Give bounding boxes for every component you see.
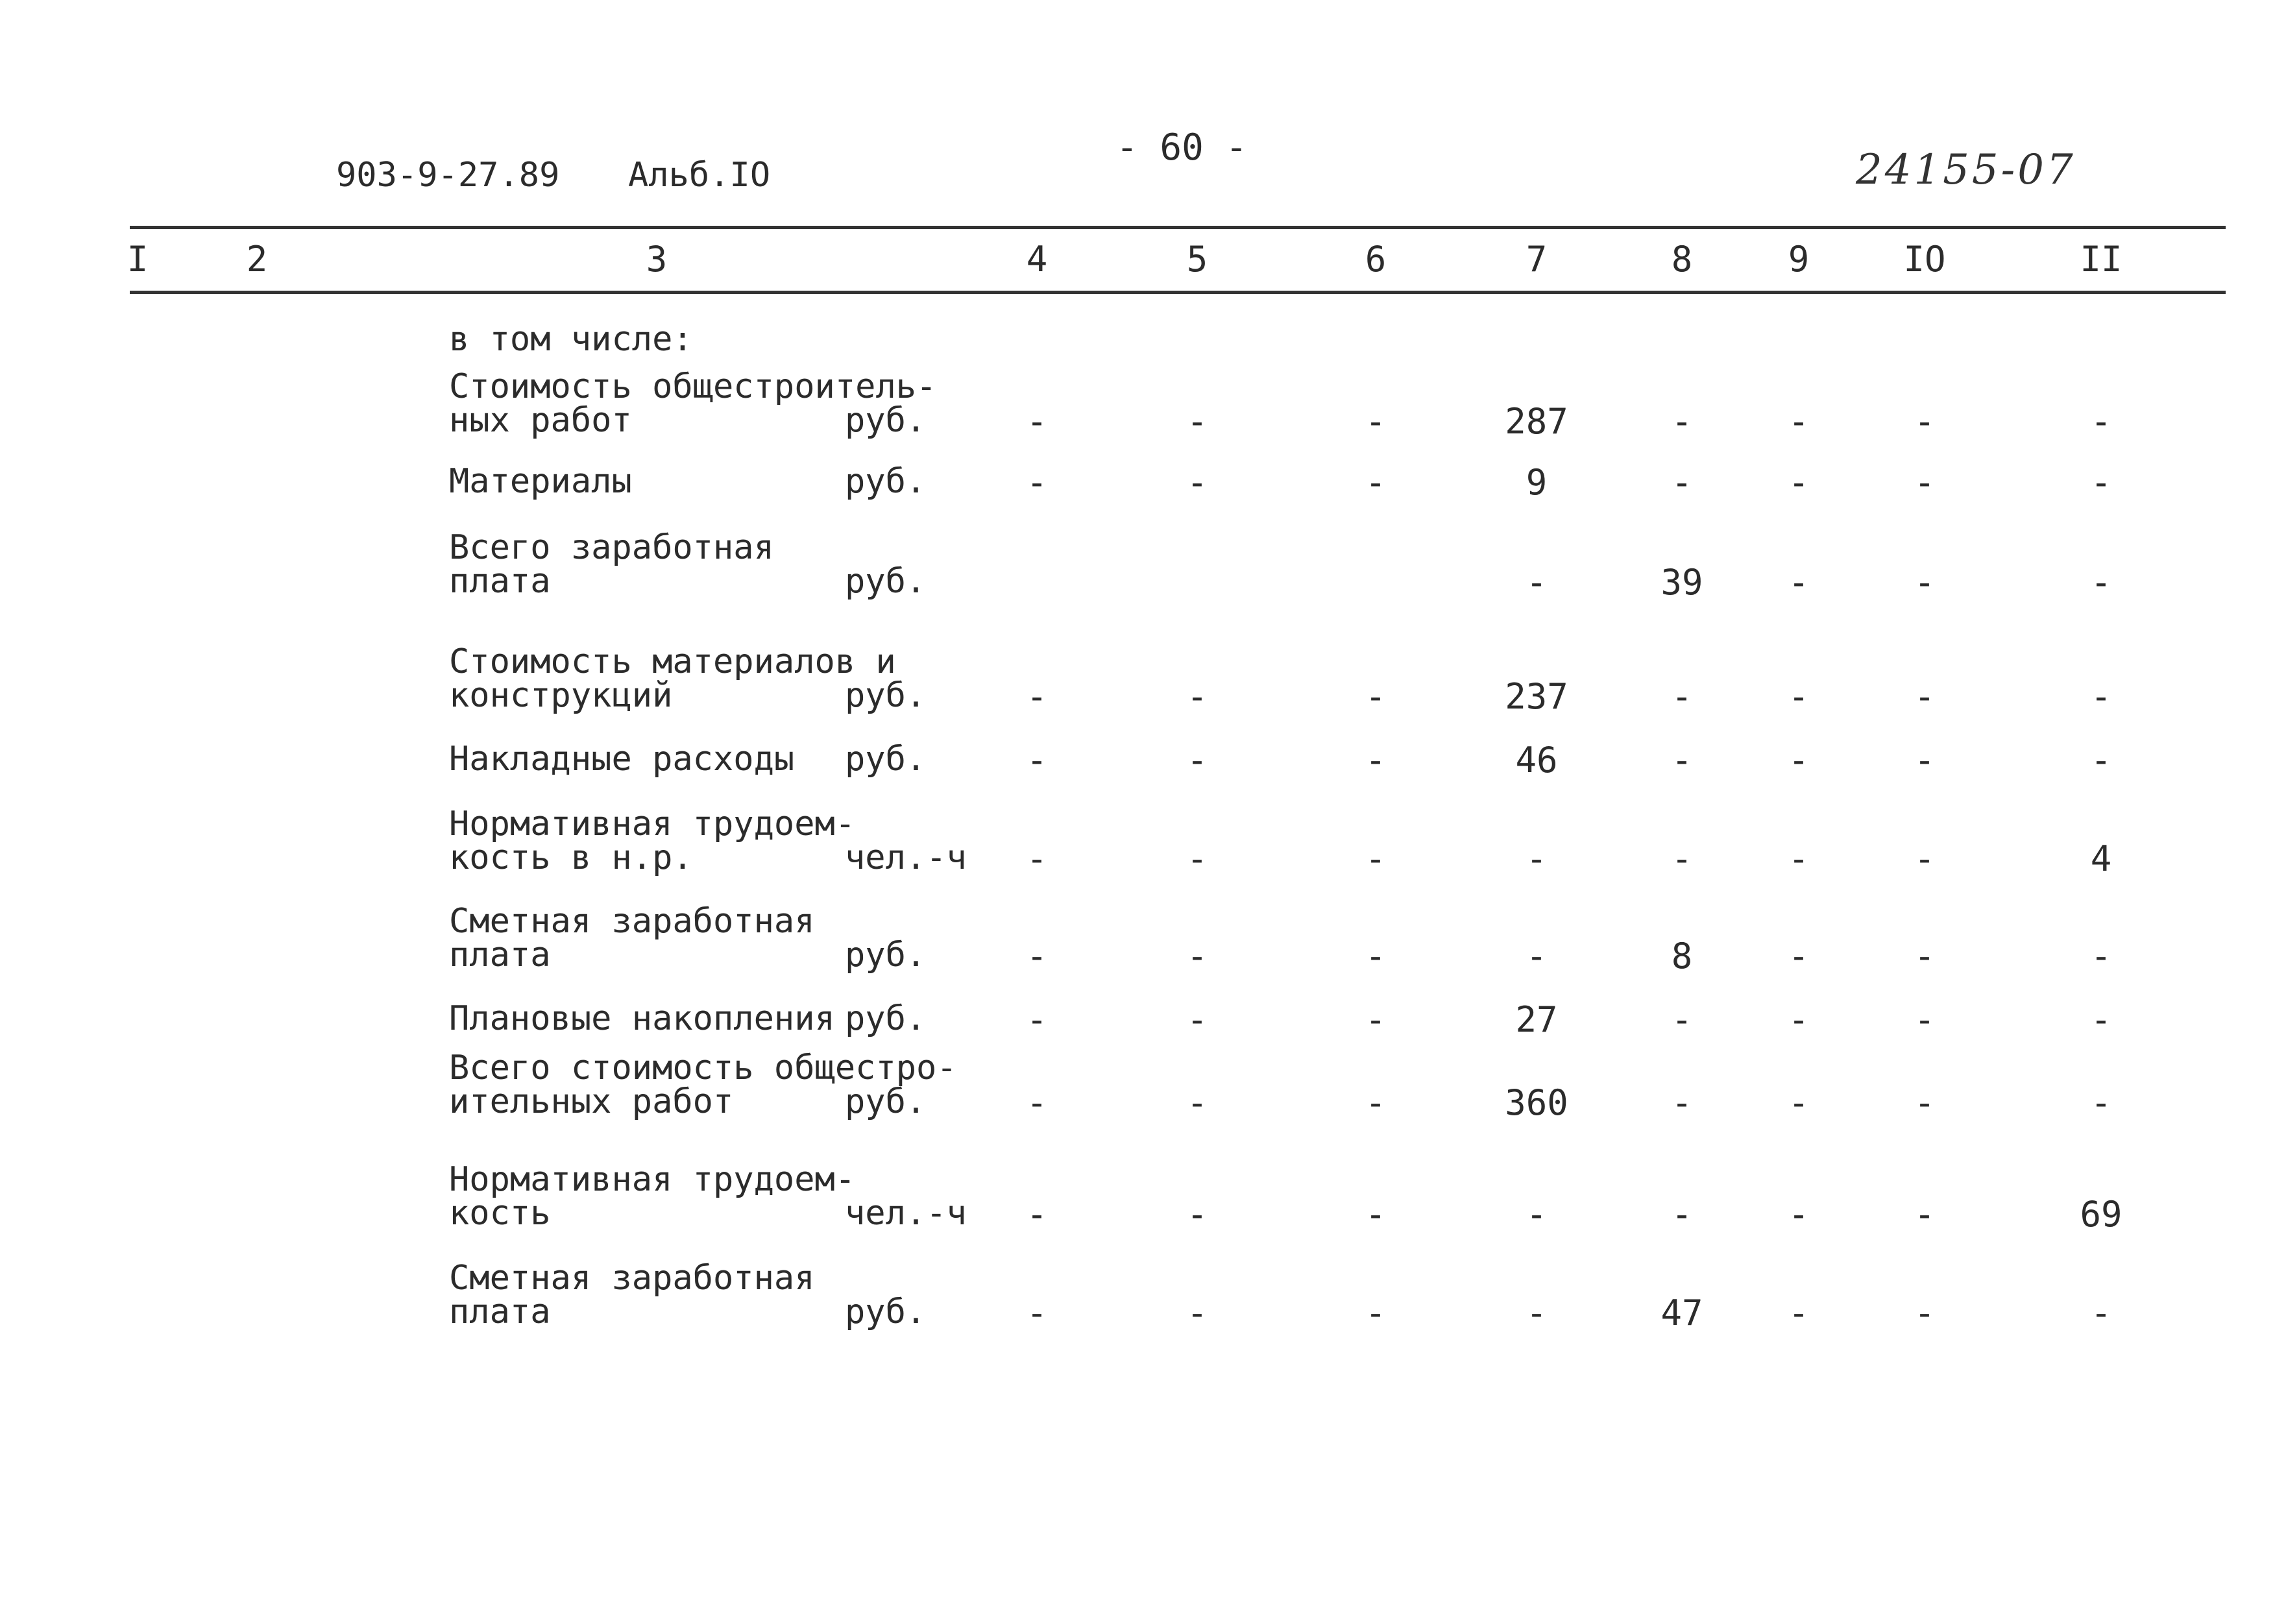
empty-dash-cell: - <box>1914 562 1936 603</box>
empty-dash-cell: - <box>1788 562 1810 603</box>
empty-dash-cell: - <box>1671 740 1693 781</box>
row-unit: руб. <box>845 999 927 1038</box>
empty-dash-cell: - <box>1186 740 1208 781</box>
empty-dash-cell: - <box>1026 999 1048 1040</box>
column-number: 9 <box>1788 239 1810 280</box>
row-label: Материалы <box>449 462 632 501</box>
empty-dash-cell: - <box>1026 1292 1048 1333</box>
empty-dash-cell: - <box>2090 999 2112 1040</box>
row-label: Сметная заработная <box>449 1259 815 1298</box>
empty-dash-cell: - <box>1026 1194 1048 1235</box>
empty-dash-cell: - <box>1914 1194 1936 1235</box>
empty-dash-cell: - <box>1186 401 1208 442</box>
empty-dash-cell: - <box>1914 936 1936 976</box>
empty-dash-cell: - <box>1526 1292 1548 1333</box>
empty-dash-cell: - <box>1671 838 1693 879</box>
column-number: 6 <box>1365 239 1387 280</box>
empty-dash-cell: - <box>2090 1292 2112 1333</box>
row-label: Нормативная трудоем- <box>449 1160 856 1199</box>
empty-dash-cell: - <box>1788 999 1810 1040</box>
empty-dash-cell: - <box>2090 740 2112 781</box>
empty-dash-cell: - <box>1671 676 1693 717</box>
column-number: 5 <box>1186 239 1208 280</box>
value-cell: 4 <box>2090 838 2112 879</box>
empty-dash-cell: - <box>1186 936 1208 976</box>
empty-dash-cell: - <box>1788 462 1810 503</box>
empty-dash-cell: - <box>1526 838 1548 879</box>
empty-dash-cell: - <box>1365 462 1387 503</box>
value-cell: 287 <box>1505 401 1568 442</box>
column-number: 3 <box>646 239 668 280</box>
empty-dash-cell: - <box>1788 676 1810 717</box>
empty-dash-cell: - <box>1526 562 1548 603</box>
empty-dash-cell: - <box>1365 401 1387 442</box>
document-code: 903-9-27.89 <box>336 156 560 195</box>
empty-dash-cell: - <box>1365 838 1387 879</box>
row-label-cont: ительных работ <box>449 1082 734 1121</box>
empty-dash-cell: - <box>1914 838 1936 879</box>
empty-dash-cell: - <box>1914 401 1936 442</box>
empty-dash-cell: - <box>1026 838 1048 879</box>
empty-dash-cell: - <box>1788 401 1810 442</box>
album-label: Альб.IO <box>628 156 771 195</box>
empty-dash-cell: - <box>1671 1082 1693 1123</box>
empty-dash-cell: - <box>1186 676 1208 717</box>
value-cell: 9 <box>1526 462 1548 503</box>
subheading: в том числе: <box>449 320 693 359</box>
empty-dash-cell: - <box>1026 740 1048 781</box>
empty-dash-cell: - <box>1671 1194 1693 1235</box>
row-label: Всего заработная <box>449 528 774 567</box>
column-number: 2 <box>246 239 268 280</box>
row-label-cont: кость <box>449 1194 551 1233</box>
empty-dash-cell: - <box>1026 676 1048 717</box>
empty-dash-cell: - <box>1026 1082 1048 1123</box>
row-label: Сметная заработная <box>449 902 815 941</box>
empty-dash-cell: - <box>1026 401 1048 442</box>
empty-dash-cell: - <box>1671 401 1693 442</box>
row-unit: руб. <box>845 401 927 440</box>
value-cell: 47 <box>1660 1292 1703 1333</box>
column-number: 7 <box>1526 239 1548 280</box>
row-unit: руб. <box>845 462 927 501</box>
empty-dash-cell: - <box>1365 1292 1387 1333</box>
row-unit: руб. <box>845 676 927 715</box>
row-label-cont: конструкций <box>449 676 673 715</box>
row-label-cont: кость в н.р. <box>449 838 693 877</box>
empty-dash-cell: - <box>1186 838 1208 879</box>
table-top-rule <box>130 226 2226 229</box>
page-number: - 60 - <box>1116 127 1248 169</box>
row-label: Стоимость общестроитель- <box>449 367 937 406</box>
value-cell: 27 <box>1515 999 1558 1040</box>
empty-dash-cell: - <box>1914 462 1936 503</box>
empty-dash-cell: - <box>1186 999 1208 1040</box>
empty-dash-cell: - <box>1186 462 1208 503</box>
row-unit: чел.-ч <box>845 1194 967 1233</box>
empty-dash-cell: - <box>1788 838 1810 879</box>
handwritten-number: 24155-07 <box>1856 146 2076 194</box>
empty-dash-cell: - <box>1526 1194 1548 1235</box>
empty-dash-cell: - <box>1186 1194 1208 1235</box>
empty-dash-cell: - <box>1526 936 1548 976</box>
table-header-bottom-rule <box>130 291 2226 294</box>
empty-dash-cell: - <box>1026 462 1048 503</box>
empty-dash-cell: - <box>2090 401 2112 442</box>
value-cell: 46 <box>1515 740 1558 781</box>
empty-dash-cell: - <box>1788 1292 1810 1333</box>
empty-dash-cell: - <box>1026 936 1048 976</box>
row-label: Плановые накопления <box>449 999 835 1038</box>
row-label: Всего стоимость общестро- <box>449 1048 957 1087</box>
empty-dash-cell: - <box>1186 1082 1208 1123</box>
empty-dash-cell: - <box>1671 999 1693 1040</box>
empty-dash-cell: - <box>1365 1082 1387 1123</box>
empty-dash-cell: - <box>1365 740 1387 781</box>
column-number: 8 <box>1671 239 1693 280</box>
row-label: Стоимость материалов и <box>449 642 896 681</box>
empty-dash-cell: - <box>1788 936 1810 976</box>
empty-dash-cell: - <box>1365 999 1387 1040</box>
row-unit: руб. <box>845 1082 927 1121</box>
empty-dash-cell: - <box>1788 1082 1810 1123</box>
value-cell: 39 <box>1660 562 1703 603</box>
value-cell: 360 <box>1505 1082 1568 1123</box>
empty-dash-cell: - <box>1186 1292 1208 1333</box>
empty-dash-cell: - <box>1914 676 1936 717</box>
row-unit: руб. <box>845 562 927 601</box>
empty-dash-cell: - <box>2090 676 2112 717</box>
empty-dash-cell: - <box>1914 1292 1936 1333</box>
empty-dash-cell: - <box>1914 740 1936 781</box>
value-cell: 69 <box>2080 1194 2122 1235</box>
empty-dash-cell: - <box>1365 676 1387 717</box>
empty-dash-cell: - <box>2090 936 2112 976</box>
value-cell: 237 <box>1505 676 1568 717</box>
empty-dash-cell: - <box>2090 562 2112 603</box>
empty-dash-cell: - <box>1671 462 1693 503</box>
empty-dash-cell: - <box>2090 1082 2112 1123</box>
column-number: I <box>127 239 149 280</box>
empty-dash-cell: - <box>1365 936 1387 976</box>
row-unit: чел.-ч <box>845 838 967 877</box>
row-label-cont: плата <box>449 562 551 601</box>
empty-dash-cell: - <box>2090 462 2112 503</box>
row-label: Накладные расходы <box>449 740 795 779</box>
row-label-cont: плата <box>449 1292 551 1331</box>
row-unit: руб. <box>845 936 927 975</box>
empty-dash-cell: - <box>1788 1194 1810 1235</box>
row-label-cont: плата <box>449 936 551 975</box>
empty-dash-cell: - <box>1914 1082 1936 1123</box>
row-unit: руб. <box>845 740 927 779</box>
empty-dash-cell: - <box>1788 740 1810 781</box>
column-number: IO <box>1903 239 1946 280</box>
empty-dash-cell: - <box>1914 999 1936 1040</box>
row-label-cont: ных работ <box>449 401 632 440</box>
empty-dash-cell: - <box>1365 1194 1387 1235</box>
value-cell: 8 <box>1671 936 1693 976</box>
row-label: Нормативная трудоем- <box>449 805 856 843</box>
column-number: 4 <box>1026 239 1048 280</box>
row-unit: руб. <box>845 1292 927 1331</box>
column-number: II <box>2080 239 2122 280</box>
